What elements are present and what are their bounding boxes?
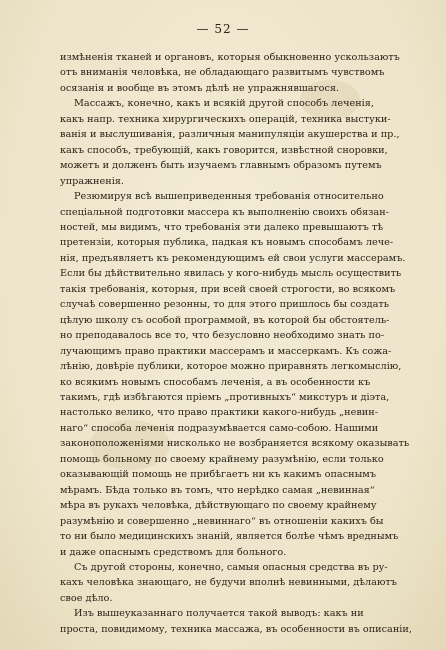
text-line: измѣненія тканей и органовъ, которыя обыкновенно ускользаютъ [60, 52, 400, 63]
text-line: настолько велико, что право практики какого-нибудь „невин- [60, 407, 378, 419]
text-line: такія требованія, которыя, при всей своей строгости, во всякомъ [60, 283, 396, 295]
text-line: наго“ способа леченія подразумѣвается само-собою. Нашими [60, 422, 379, 434]
text-line: мѣрамъ. Бѣда только въ томъ, что нерѣдко самая „невинная“ [60, 484, 375, 496]
text-line: отъ вниманія человѣка, не обладающаго развитымъ чувствомъ [60, 67, 385, 79]
text-line: можетъ и долженъ быть изучаемъ главнымъ образомъ путемъ [60, 160, 382, 172]
text-line: и даже опаснымъ средствомъ для больного. [60, 546, 287, 558]
text-line: но преподавалось все то, что безусловно необходимо знать по- [60, 330, 385, 342]
text-line: ванія и выслушиванія, различныя манипуляціи акушерства и пр., [60, 129, 400, 141]
text-line: случаѣ совершенно резонны, то для этого пришлось бы создать [60, 299, 390, 311]
text-line: ностей, мы видимъ, что требованія эти далеко превышаютъ тѣ [60, 221, 384, 233]
text-line: цѣлую школу съ особой программой, въ которой бы обстоятель- [60, 314, 390, 326]
text-line: помощь больному по своему крайнему разумѣнію, если только [60, 453, 384, 465]
text-line: лѣнію, довѣріе публики, которое можно приравнять легкомыслію, [60, 361, 402, 373]
text-line: оказывающій помощь не прибѣгаетъ ни къ какимъ опаснымъ [60, 469, 376, 481]
text-line: кахъ человѣка знающаго, не будучи вполнѣ невинными, дѣлаютъ [60, 577, 397, 589]
text-line: мѣра въ рукахъ человѣка, дѣйствующаго по своему крайнему [60, 500, 377, 512]
text-line: спеціальной подготовки массера къ выполненію своихъ обязан- [60, 206, 389, 218]
text-line: нія, предъявляетъ къ рекомендующимъ ей свои услуги массерамъ. [60, 252, 406, 264]
text-line: разумѣнію и совершенно „невиннаго“ въ отношеніи какихъ бы [60, 515, 384, 527]
body-text [60, 50, 412, 637]
text-line: осязанія и вообще въ этомъ дѣлѣ не упражнявшагося. [60, 82, 340, 94]
text-line: ко всякимъ новымъ способамъ леченія, а въ особенности къ [60, 376, 371, 388]
text-line: претензіи, которыя публика, падкая къ новымъ способамъ лече- [60, 237, 394, 249]
text-line: какъ способъ, требующій, какъ говорится, извѣстной сноровки, [60, 144, 388, 156]
text-line: лучающимъ право практики массерамъ и массеркамъ. Къ сожа- [60, 345, 392, 357]
text-line: Резюмируя всѣ вышеприведенныя требованія относительно [74, 191, 384, 203]
text-line: свое дѣло. [60, 592, 113, 604]
text-line: такимъ, гдѣ избѣгаются пріемъ „противныхъ“ микстуръ и діэта, [60, 391, 390, 403]
text-line: упражненія. [60, 175, 124, 187]
text-line: законоположеніями нисколько не возбраняется всякому оказывать [60, 438, 410, 450]
text-line: какъ напр. техника хирургическихъ операцій, техника выстуки- [60, 113, 391, 125]
page-number: — 52 — [196, 22, 250, 36]
text-line: то ни было медицинскихъ знаній, является болѣе чѣмъ вреднымъ [60, 531, 399, 543]
text-line: проста, повидимому, техника массажа, въ особенности въ описаніи, [60, 623, 412, 635]
text-line: Изъ вышеуказаннаго получается такой выводъ: какъ ни [74, 608, 364, 620]
text-line: Если бы дѣйствительно явилась у кого-нибудь мысль осуществить [60, 268, 402, 280]
text-line: Съ другой стороны, конечно, самыя опасныя средства въ ру- [74, 561, 388, 573]
text-line: Массажъ, конечно, какъ и всякій другой способъ леченія, [74, 98, 374, 110]
